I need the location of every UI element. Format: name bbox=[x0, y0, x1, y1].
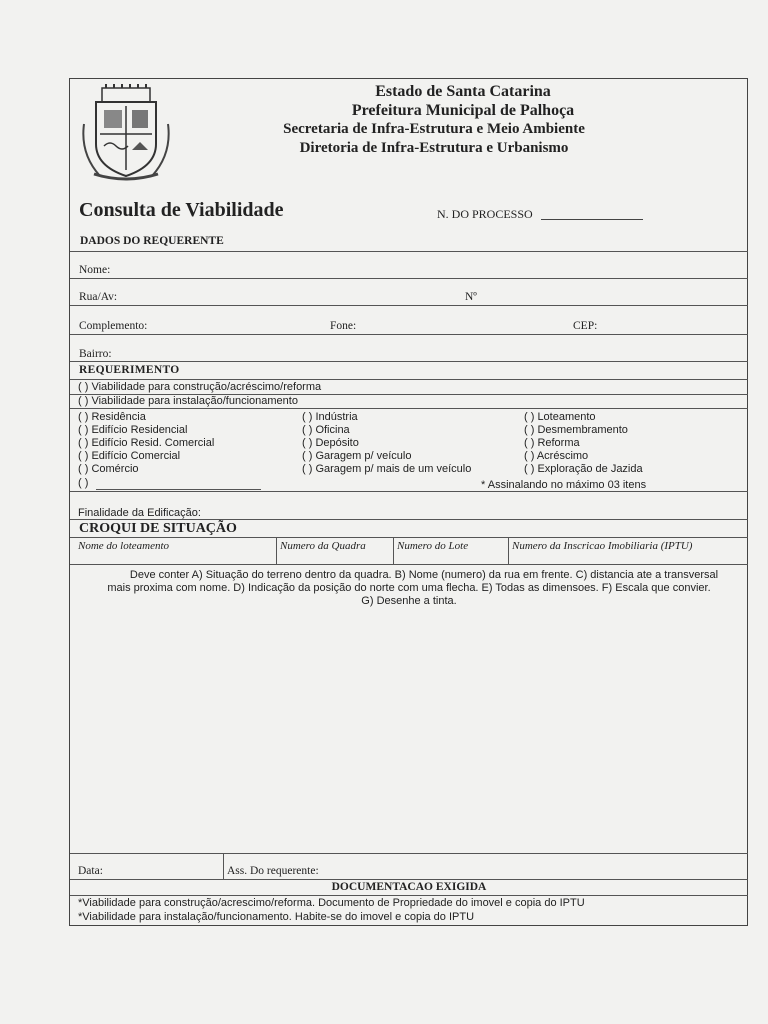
selection-limit-note: * Assinalando no máximo 03 itens bbox=[481, 479, 647, 491]
name-label: Nome: bbox=[79, 264, 111, 276]
header-line-prefecture: Prefeitura Municipal de Palhoça bbox=[351, 102, 575, 119]
use-option-subdivision[interactable]: ( ) Loteamento bbox=[524, 411, 596, 423]
street-label: Rua/Av: bbox=[79, 291, 118, 303]
use-option-residence[interactable]: ( ) Residência bbox=[78, 411, 146, 423]
signature-label: Ass. Do requerente: bbox=[227, 865, 319, 877]
column-subdivision-name: Nome do loteamento bbox=[78, 540, 170, 552]
use-option-workshop[interactable]: ( ) Oficina bbox=[302, 424, 350, 436]
divider bbox=[70, 278, 748, 279]
phone-label: Fone: bbox=[330, 320, 357, 332]
sketch-drawing-area[interactable] bbox=[71, 565, 747, 853]
request-option-construction[interactable]: ( ) Viabilidade para construção/acréscimo/reforma bbox=[78, 381, 322, 393]
purpose-field[interactable] bbox=[210, 505, 742, 518]
phone-field[interactable] bbox=[362, 319, 567, 333]
use-option-quarry-exploration[interactable]: ( ) Exploração de Jazida bbox=[524, 463, 643, 475]
use-option-other[interactable]: ( ) bbox=[78, 477, 89, 489]
page-title: Consulta de Viabilidade bbox=[79, 199, 284, 221]
use-option-renovation[interactable]: ( ) Reforma bbox=[524, 437, 580, 449]
divider bbox=[70, 853, 748, 854]
sketch-instructions-line-3: G) Desenhe a tinta. bbox=[361, 595, 457, 607]
use-option-residential-commercial-building[interactable]: ( ) Edifício Resid. Comercial bbox=[78, 437, 215, 449]
name-field[interactable] bbox=[116, 263, 742, 277]
complement-field[interactable] bbox=[155, 319, 325, 333]
complement-label: Complemento: bbox=[79, 320, 148, 332]
divider bbox=[70, 305, 748, 306]
use-option-commercial-building[interactable]: ( ) Edifício Comercial bbox=[78, 450, 181, 462]
column-divider bbox=[508, 537, 509, 564]
cep-field[interactable] bbox=[604, 319, 742, 333]
divider bbox=[70, 361, 748, 362]
divider bbox=[70, 895, 748, 896]
header-line-state: Estado de Santa Catarina bbox=[375, 83, 551, 100]
use-option-garage-multiple[interactable]: ( ) Garagem p/ mais de um veículo bbox=[302, 463, 472, 475]
divider bbox=[70, 879, 748, 880]
header-line-directorate: Diretoria de Infra-Estrutura e Urbanismo bbox=[299, 140, 569, 156]
required-docs-operation: *Viabilidade para instalação/funcionamento. Habite-se do imovel e copia do IPTU bbox=[78, 911, 475, 923]
section-request: REQUERIMENTO bbox=[79, 364, 180, 376]
section-required-documents: DOCUMENTACAO EXIGIDA bbox=[331, 881, 487, 893]
divider bbox=[70, 491, 748, 492]
divider bbox=[70, 519, 748, 520]
section-applicant: DADOS DO REQUERENTE bbox=[80, 235, 224, 247]
use-option-other-field[interactable] bbox=[96, 489, 261, 490]
column-divider bbox=[223, 853, 224, 879]
date-label: Data: bbox=[78, 865, 103, 877]
street-field[interactable] bbox=[122, 290, 462, 304]
use-option-commerce[interactable]: ( ) Comércio bbox=[78, 463, 139, 475]
divider bbox=[70, 379, 748, 380]
column-divider bbox=[276, 537, 277, 564]
number-label: Nº bbox=[465, 291, 477, 303]
process-number-label: N. DO PROCESSO bbox=[437, 207, 533, 221]
sketch-instructions-line-2: mais proxima com nome. D) Indicação da posição do norte com uma flecha. E) Todas as dimensoes. F) Escala que convier. bbox=[107, 582, 711, 594]
use-option-industry[interactable]: ( ) Indústria bbox=[302, 411, 358, 423]
district-field[interactable] bbox=[116, 347, 742, 359]
purpose-label: Finalidade da Edificação: bbox=[78, 507, 201, 519]
divider bbox=[70, 334, 748, 335]
date-field[interactable] bbox=[106, 862, 220, 876]
request-option-operation[interactable]: ( ) Viabilidade para instalação/funcionamento bbox=[78, 395, 298, 407]
number-field[interactable] bbox=[482, 290, 742, 304]
use-option-garage-single[interactable]: ( ) Garagem p/ veículo bbox=[302, 450, 412, 462]
divider bbox=[70, 537, 748, 538]
column-divider bbox=[393, 537, 394, 564]
signature-field[interactable] bbox=[330, 862, 742, 876]
column-lot-number: Numero do Lote bbox=[397, 540, 469, 552]
district-label: Bairro: bbox=[79, 348, 112, 360]
process-number-field[interactable] bbox=[541, 219, 643, 220]
required-docs-construction: *Viabilidade para construção/acrescimo/reforma. Documento de Propriedade do imovel e copia do IPTU bbox=[78, 897, 585, 909]
column-iptu-registration: Numero da Inscricao Imobiliaria (IPTU) bbox=[512, 540, 693, 552]
section-sketch: CROQUI DE SITUAÇÃO bbox=[79, 521, 237, 536]
cep-label: CEP: bbox=[573, 320, 598, 332]
column-block-number: Numero da Quadra bbox=[280, 540, 366, 552]
use-option-warehouse[interactable]: ( ) Depósito bbox=[302, 437, 359, 449]
use-option-addition[interactable]: ( ) Acréscimo bbox=[524, 450, 589, 462]
sketch-instructions-line-1: Deve conter A) Situação do terreno dentro da quadra. B) Nome (numero) da rua em frente. C) distancia ate a transversal bbox=[129, 569, 719, 581]
header-line-secretariat: Secretaria de Infra-Estrutura e Meio Ambiente bbox=[283, 121, 585, 137]
divider bbox=[70, 408, 748, 409]
use-option-dismemberment[interactable]: ( ) Desmembramento bbox=[524, 424, 628, 436]
divider bbox=[70, 251, 748, 252]
use-option-residential-building[interactable]: ( ) Edifício Residencial bbox=[78, 424, 188, 436]
